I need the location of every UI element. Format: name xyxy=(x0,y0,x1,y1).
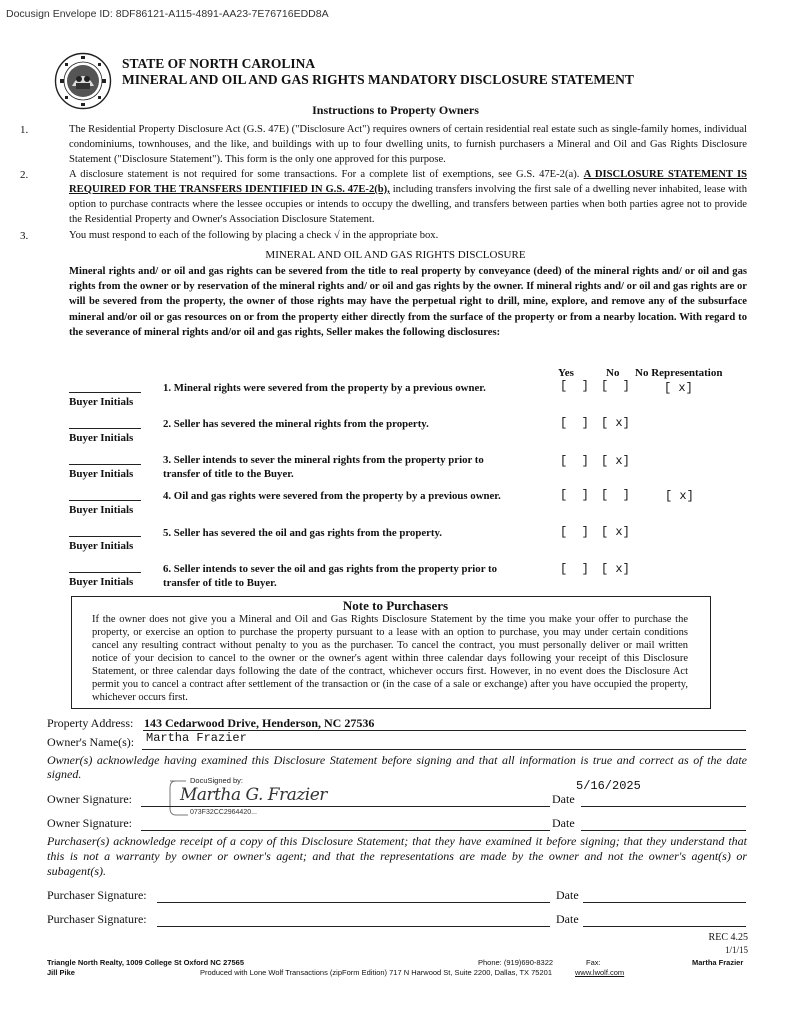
docusign-block[interactable] xyxy=(168,776,328,816)
yes-checkbox[interactable]: [ ] xyxy=(560,454,589,468)
purchaser-signature-label: Purchaser Signature: xyxy=(47,888,147,902)
purchaser-date-label: Date xyxy=(556,888,579,902)
buyer-initials-label: Buyer Initials xyxy=(69,432,134,444)
state-title: STATE OF NORTH CAROLINA xyxy=(122,56,316,71)
instruction-number: 3. xyxy=(20,230,29,242)
yes-checkbox[interactable]: [ ] xyxy=(560,416,589,430)
owner-acknowledgement: Owner(s) acknowledge having examined this Disclosure Statement before signing and that all information is true and correct as of the date signed. xyxy=(47,753,747,781)
footer-company: Triangle North Realty, 1009 College St Oxford NC 27565 xyxy=(47,958,245,967)
owner-date-label-2: Date xyxy=(552,816,575,830)
buyer-initials-line[interactable] xyxy=(69,572,141,573)
question-text: 5. Seller has severed the oil and gas rights from the property. xyxy=(163,527,443,539)
no-checkbox[interactable]: [ x] xyxy=(601,562,630,576)
no-representation-checkbox[interactable]: [ x] xyxy=(665,489,694,503)
col-no-representation: No Representation xyxy=(635,367,723,379)
owner-date-line-2[interactable] xyxy=(581,830,746,831)
instruction-2-required: A DISCLOSURE STATEMENT IS REQUIRED FOR THE TRANSFERS IDENTIFIED IN G.S. 47E-2(b), xyxy=(69,169,747,195)
instruction-2-a: A disclosure statement is not required for some transactions. For a complete list of exemptions, see G.S. 47E-2(a). xyxy=(69,169,584,180)
purchaser-acknowledgement: Purchaser(s) acknowledge receipt of a copy of this Disclosure Statement; that they have examined it before signing; that they understand that this is not a warranty by owner or owner's agent; and that the representations are made by the owner and not the owner's agent(s) or subagent(s). xyxy=(47,834,747,878)
note-body: If the owner does not give you a Mineral and Oil and Gas Rights Disclosure Statement by the time you make your offer to purchase the property, or exercise an option to purchase the property pursuant to a lease with an option to purchase, you may under certain conditions cancel any resulting contract without penalty to you as the purchaser. To cancel the contract, you must personally deliver or mail written notice of your decision to cancel to the owner or the owner's agent within three calendar days following your receipt of this Disclosure Statement, or three calendar days following the date of the contract, whichever occurs first. However, in no event does the Disclosure Act permit you to cancel a contract after settlement of the transaction or (in the case of a sale or exchange) after you have occupied the property, whichever occurs first. xyxy=(92,614,688,703)
question-text: 1. Mineral rights were severed from the property by a previous owner. xyxy=(163,382,486,394)
no-representation-checkbox[interactable]: [ x] xyxy=(664,381,693,395)
buyer-initials-line[interactable] xyxy=(69,464,141,465)
form-title: MINERAL AND OIL AND GAS RIGHTS MANDATORY DISCLOSURE STATEMENT xyxy=(122,72,634,87)
buyer-initials-label: Buyer Initials xyxy=(69,468,134,480)
owner-signature-line[interactable] xyxy=(141,806,550,807)
no-checkbox[interactable]: [ x] xyxy=(601,525,630,539)
question-text: 3. Seller intends to sever the mineral rights from the property prior to transfer of title to the Buyer. xyxy=(163,454,484,480)
envelope-id: Docusign Envelope ID: 8DF86121-A115-4891-AA23-7E76716EDD8A xyxy=(6,8,329,20)
col-yes: Yes xyxy=(558,367,574,379)
owner-date-label: Date xyxy=(552,792,575,806)
owner-signature-script: Martha G. Frazier xyxy=(180,785,327,805)
buyer-initials-line[interactable] xyxy=(69,392,141,393)
owner-names-value[interactable]: Martha Frazier xyxy=(146,731,247,745)
docusign-label: DocuSigned by: xyxy=(190,776,243,785)
commission-seal-icon xyxy=(54,52,112,110)
buyer-initials-label: Buyer Initials xyxy=(69,504,134,516)
buyer-initials-line[interactable] xyxy=(69,500,141,501)
buyer-initials-label: Buyer Initials xyxy=(69,540,134,552)
footer-phone: Phone: (919)690-8322 xyxy=(478,958,554,967)
yes-checkbox[interactable]: [ ] xyxy=(560,488,589,502)
disclosure-body: Mineral rights and/ or oil and gas rights can be severed from the title to real property by conveyance (deed) of the mineral rights and/ or oil and gas rights from the owner or by reservation of the mineral rights and/ or oil and gas rights by the owner. If mineral rights and/ or oil and gas rights are or will be severed from the property, the owner of those rights may have the perpetual right to drill, mine, explore, and remove any of the subsurface mineral and/or oil or gas resources on or from the property either directly from the surface of the property or from a nearby location. With regard to the severance of mineral rights and/or oil and gas rights, Seller makes the following disclosures: xyxy=(69,266,747,338)
purchaser-date-label-2: Date xyxy=(556,912,579,926)
purchaser-date-line-2[interactable] xyxy=(583,926,746,927)
purchaser-date-line[interactable] xyxy=(583,902,746,903)
no-checkbox[interactable]: [ ] xyxy=(601,488,630,502)
owner-names-line xyxy=(142,749,746,750)
instruction-number: 2. xyxy=(20,169,29,181)
purchaser-signature-line-2[interactable] xyxy=(157,926,550,927)
question-text: 2. Seller has severed the mineral rights from the property. xyxy=(163,418,429,430)
no-checkbox[interactable]: [ x] xyxy=(601,416,630,430)
buyer-initials-label: Buyer Initials xyxy=(69,396,134,408)
footer-url-link[interactable]: www.lwolf.com xyxy=(575,968,625,977)
instruction-2 xyxy=(69,168,747,228)
instruction-1: The Residential Property Disclosure Act (G.S. 47E) ("Disclosure Act") requires owners of certain residential real estate such as single-family homes, individual condominiums, townhouses, and the like, and buildings with up to four dwelling units, to furnish purchasers a Mineral and Oil and Gas Rights Disclosure Statement ("Disclosure Statement"). This form is the only one approved for this purpose. xyxy=(69,124,747,165)
footer-agent: Jill Pike xyxy=(47,968,75,977)
no-checkbox[interactable]: [ x] xyxy=(601,454,630,468)
owner-date-line xyxy=(581,806,746,807)
owner-signature-label-2: Owner Signature: xyxy=(47,816,132,830)
buyer-initials-line[interactable] xyxy=(69,428,141,429)
property-address-label: Property Address: xyxy=(47,716,134,730)
owner-date-value[interactable]: 5/16/2025 xyxy=(576,779,641,793)
owner-signature-line-2[interactable] xyxy=(141,830,550,831)
property-address-value[interactable]: 143 Cedarwood Drive, Henderson, NC 27536 xyxy=(144,716,375,730)
instruction-2-c: including transfers involving the first sale of a dwelling never inhabited, lease with option to purchase contracts where the lessee occupies or intends to occupy the dwelling, and transfers between parties when both parties agree not to provide the Residential Property and Owner's Association Disclosure Statement. xyxy=(69,183,747,225)
form-date: 1/1/15 xyxy=(724,945,748,955)
purchaser-signature-line[interactable] xyxy=(157,902,550,903)
question-text: 4. Oil and gas rights were severed from the property by a previous owner. xyxy=(163,490,501,502)
footer-produced: Produced with Lone Wolf Transactions (zipForm Edition) 717 N Harwood St, Suite 2200, Dallas, TX 75201 xyxy=(200,968,552,977)
owner-names-label: Owner's Name(s): xyxy=(47,735,135,749)
footer-form-name: Martha Frazier xyxy=(692,958,744,967)
question-text: 6. Seller intends to sever the oil and gas rights from the property prior to transfer of title to Buyer. xyxy=(163,563,497,589)
purchaser-signature-label-2: Purchaser Signature: xyxy=(47,912,147,926)
instruction-number: 1. xyxy=(20,124,29,136)
owner-signature-label: Owner Signature: xyxy=(47,792,132,806)
yes-checkbox[interactable]: [ ] xyxy=(560,562,589,576)
disclosure-heading: MINERAL AND OIL AND GAS RIGHTS DISCLOSURE xyxy=(265,249,526,261)
docusign-hash: 073F32CC2964420... xyxy=(190,809,257,816)
buyer-initials-label: Buyer Initials xyxy=(69,576,134,588)
yes-checkbox[interactable]: [ ] xyxy=(560,379,589,393)
buyer-initials-line[interactable] xyxy=(69,536,141,537)
yes-checkbox[interactable]: [ ] xyxy=(560,525,589,539)
instruction-3: You must respond to each of the following by placing a check √ in the appropriate box. xyxy=(69,230,439,241)
no-checkbox[interactable]: [ ] xyxy=(601,379,630,393)
note-title: Note to Purchasers xyxy=(342,598,449,613)
instructions-heading: Instructions to Property Owners xyxy=(312,103,479,117)
col-no: No xyxy=(606,367,620,379)
footer-fax: Fax: xyxy=(586,958,601,967)
form-code: REC 4.25 xyxy=(708,932,748,943)
